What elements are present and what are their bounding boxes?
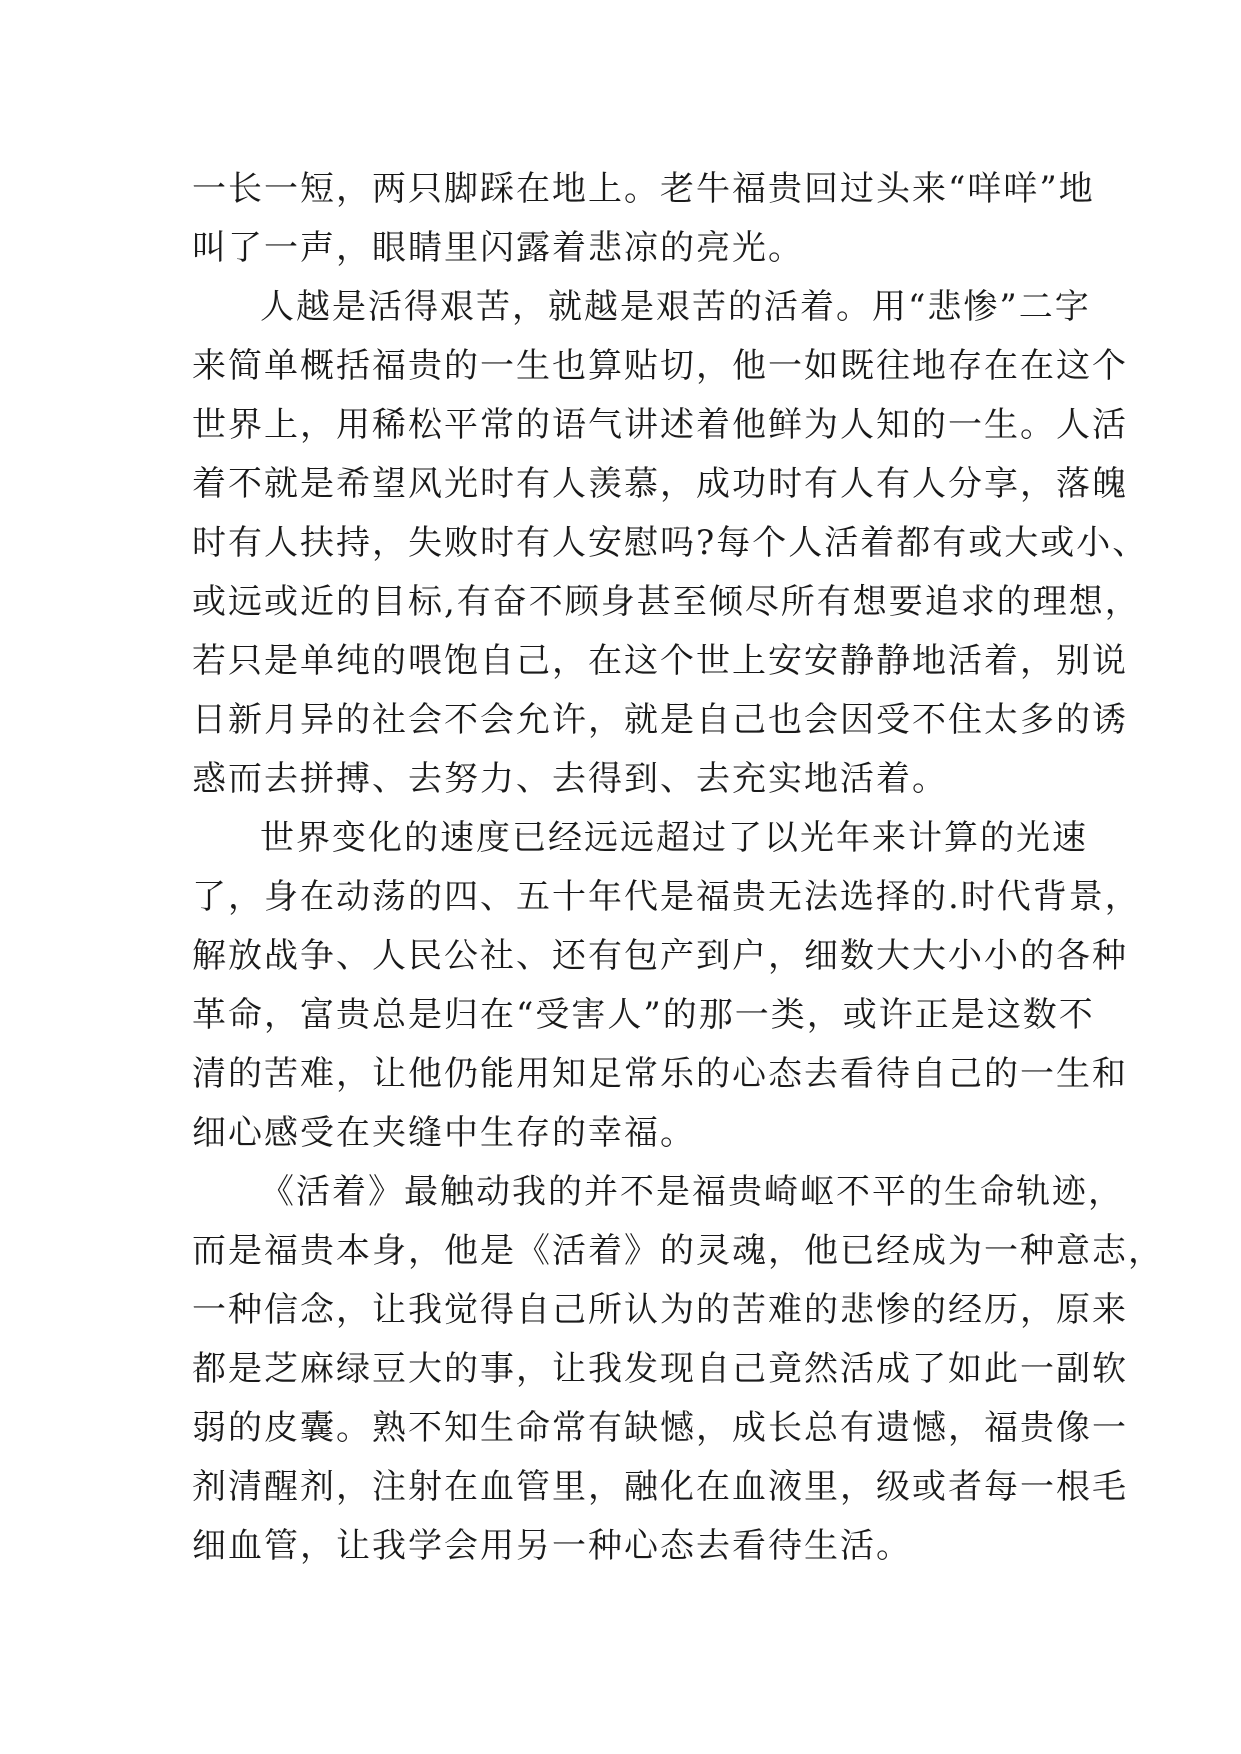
text-line: 世界上，用稀松平常的语气讲述着他鲜为人知的一生。人活: [192, 405, 1128, 445]
text-line: 《活着》最触动我的并不是福贵崎岖不平的生命轨迹，: [260, 1172, 1124, 1212]
text-line: 时有人扶持，失败时有人安慰吗?每个人活着都有或大或小、: [192, 523, 1149, 563]
text-line: 着不就是希望风光时有人羡慕，成功时有人有人分享，落魄: [192, 464, 1128, 504]
text-line: 一长一短，两只脚踩在地上。老牛福贵回过头来“咩咩”地: [192, 169, 1095, 209]
text-line: 一种信念，让我觉得自己所认为的苦难的悲惨的经历，原来: [192, 1290, 1128, 1330]
text-line: 而是福贵本身，他是《活着》的灵魂，他已经成为一种意志，: [192, 1231, 1164, 1271]
paragraph: [192, 278, 1149, 809]
text-line: 弱的皮囊。熟不知生命常有缺憾，成长总有遗憾，福贵像一: [192, 1408, 1128, 1448]
paragraph: [192, 809, 1141, 1163]
text-line: 都是芝麻绿豆大的事，让我发现自己竟然活成了如此一副软: [192, 1349, 1128, 1389]
text-line: 细心感受在夹缝中生存的幸福。: [192, 1113, 696, 1153]
text-line: 了，身在动荡的四、五十年代是福贵无法选择的.时代背景，: [192, 877, 1141, 917]
body-text: [192, 160, 1164, 1576]
paragraph: [192, 1163, 1164, 1576]
text-line: 惑而去拼搏、去努力、去得到、去充实地活着。: [192, 759, 948, 799]
text-line: 叫了一声，眼睛里闪露着悲凉的亮光。: [192, 228, 804, 268]
text-line: 革命，富贵总是归在“受害人”的那一类，或许正是这数不: [192, 995, 1095, 1035]
paragraph: [192, 160, 1095, 278]
text-line: 若只是单纯的喂饱自己，在这个世上安安静静地活着，别说: [192, 641, 1128, 681]
text-line: 人越是活得艰苦，就越是艰苦的活着。用“悲惨”二字: [260, 287, 1091, 327]
text-line: 或远或近的目标,有奋不顾身甚至倾尽所有想要追求的理想，: [192, 582, 1141, 622]
text-line: 解放战争、人民公社、还有包产到户，细数大大小小的各种: [192, 936, 1128, 976]
text-line: 清的苦难，让他仍能用知足常乐的心态去看待自己的一生和: [192, 1054, 1128, 1094]
text-line: 细血管，让我学会用另一种心态去看待生活。: [192, 1526, 912, 1566]
text-line: 剂清醒剂，注射在血管里，融化在血液里，级或者每一根毛: [192, 1467, 1128, 1507]
text-line: 来简单概括福贵的一生也算贴切，他一如既往地存在在这个: [192, 346, 1128, 386]
text-line: 世界变化的速度已经远远超过了以光年来计算的光速: [260, 818, 1088, 858]
text-line: 日新月异的社会不会允许，就是自己也会因受不住太多的诱: [192, 700, 1128, 740]
